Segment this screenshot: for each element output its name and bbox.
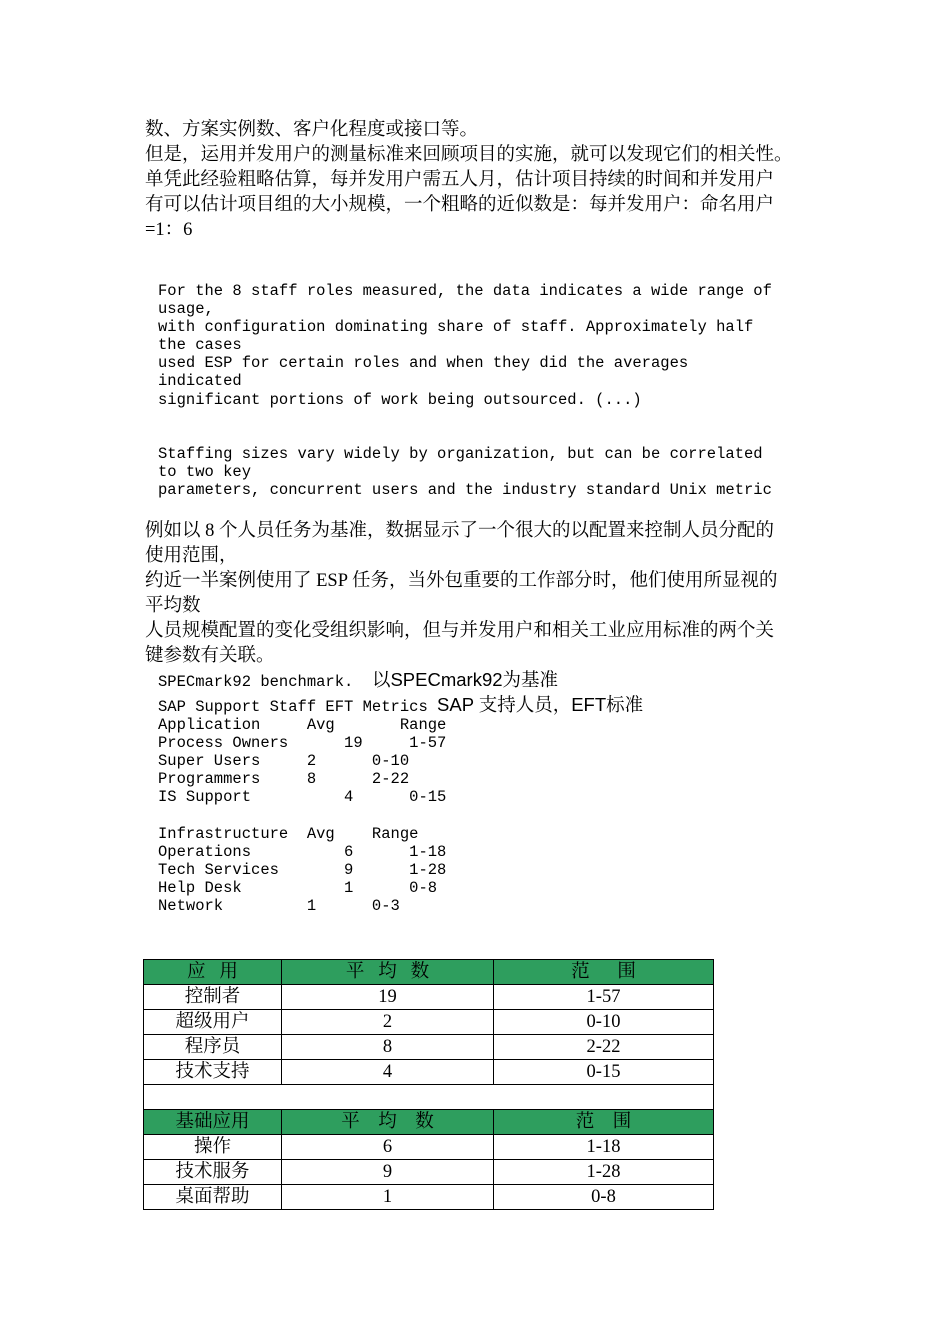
table-row <box>144 1185 714 1210</box>
header-cell: 范 围 <box>494 960 714 985</box>
table-cell: 2 <box>282 1010 494 1035</box>
table-row <box>144 985 714 1010</box>
sap-zh-b: 标准 <box>606 696 644 716</box>
table-cell: 19 <box>282 985 494 1010</box>
metrics-line: Super Users 2 0-10 <box>158 752 410 771</box>
sap-mono: SAP Support Staff EFT Metrics <box>158 698 438 716</box>
quote-line: to two key <box>158 463 252 482</box>
table-cell: 技术支持 <box>144 1060 282 1085</box>
table-row <box>144 1160 714 1185</box>
table-cell: 桌面帮助 <box>144 1185 282 1210</box>
metrics-line: Network 1 0-3 <box>158 896 400 915</box>
benchmark-lat: SPECmark92 <box>390 669 503 690</box>
table-header-row <box>144 960 714 985</box>
quote-line: Staffing sizes vary widely by organization, but can be correlated <box>158 445 763 463</box>
intro-line: 单凭此经验粗略估算，每并发用户需五人月，估计项目持续的时间和并发用户 <box>145 170 775 190</box>
metrics-line <box>158 806 446 824</box>
table-cell: 1-57 <box>494 985 714 1010</box>
sap-lat-b: EFT <box>571 694 607 715</box>
table-cell: 技术服务 <box>144 1160 282 1185</box>
quote-line: significant portions of work being outsourced. (...) <box>158 390 642 409</box>
table-row <box>144 1035 714 1060</box>
table-row <box>144 1135 714 1160</box>
table-cell: 操作 <box>144 1135 282 1160</box>
metrics-text-block <box>158 716 446 915</box>
header-cell: 基础应用 <box>144 1110 282 1135</box>
quote-line: the cases <box>158 336 242 355</box>
translation-line: 键参数有关联。 <box>145 646 275 666</box>
table-cell: 4 <box>282 1060 494 1085</box>
metrics-line: Application Avg Range <box>158 716 447 734</box>
metrics-line: Help Desk 1 0-8 <box>158 878 438 897</box>
table-cell: 0-15 <box>494 1060 714 1085</box>
intro-line: 有可以估计项目组的大小规模，一个粗略的近似数是：每并发用户：命名用户 <box>145 195 775 215</box>
metrics-line: Infrastructure Avg Range <box>158 824 419 843</box>
quote-line: parameters, concurrent users and the industry standard Unix metric <box>158 481 772 500</box>
intro-line: 但是，运用并发用户的测量标准来回顾项目的实施，就可以发现它们的相关性。 <box>145 145 793 165</box>
intro-paragraph <box>145 118 810 243</box>
metrics-line: Tech Services 9 1-28 <box>158 860 447 879</box>
metrics-line: Programmers 8 2-22 <box>158 770 410 789</box>
benchmark-line <box>158 667 558 692</box>
table-cell: 程序员 <box>144 1035 282 1060</box>
quote-line: indicated <box>158 372 242 391</box>
table-cell: 9 <box>282 1160 494 1185</box>
english-quote-1 <box>158 282 772 409</box>
english-quote-2 <box>158 445 772 499</box>
translation-line: 平均数 <box>145 596 201 616</box>
intro-line: =1：6 <box>145 220 193 240</box>
translation-line: 人员规模配置的变化受组织影响，但与并发用户和相关工业应用标准的两个关 <box>145 621 775 641</box>
sap-lat-a: SAP <box>437 694 475 715</box>
header-cell: 平 均 数 <box>282 960 494 985</box>
header-cell: 范 围 <box>494 1110 714 1135</box>
table-row <box>144 1010 714 1035</box>
quote-line: For the 8 staff roles measured, the data indicates a wide range of <box>158 282 772 300</box>
translation-line: 使用范围， <box>145 546 238 566</box>
table-cell: 1 <box>282 1185 494 1210</box>
intro-line: 数、方案实例数、客户化程度或接口等。 <box>145 120 479 140</box>
table-cell: 0-8 <box>494 1185 714 1210</box>
spacer-cell <box>144 1085 714 1110</box>
table-cell: 1-18 <box>494 1135 714 1160</box>
table-cell: 2-22 <box>494 1035 714 1060</box>
sap-line <box>158 692 643 717</box>
header-cell: 应 用 <box>144 960 282 985</box>
benchmark-zh-a: 以 <box>371 671 391 691</box>
quote-line: usage, <box>158 300 214 319</box>
metrics-line: IS Support 4 0-15 <box>158 788 447 807</box>
translation-line: 约近一半案例使用了 ESP 任务，当外包重要的工作部分时，他们使用所显视的 <box>145 571 778 591</box>
table-header-row <box>144 1110 714 1135</box>
translation-line: 例如以 8 个人员任务为基准，数据显示了一个很大的以配置来控制人员分配的 <box>145 521 775 541</box>
benchmark-mono: SPECmark92 benchmark. <box>158 673 372 691</box>
table-cell: 1-28 <box>494 1160 714 1185</box>
benchmark-zh-b: 为基准 <box>502 671 559 691</box>
table-cell: 超级用户 <box>144 1010 282 1035</box>
quote-line: used ESP for certain roles and when they did the averages <box>158 354 689 373</box>
table-cell: 0-10 <box>494 1010 714 1035</box>
translation-paragraph <box>145 519 810 669</box>
table-cell: 6 <box>282 1135 494 1160</box>
table-cell: 8 <box>282 1035 494 1060</box>
table-row <box>144 1060 714 1085</box>
metrics-line: Process Owners 19 1-57 <box>158 734 447 753</box>
staff-metrics-table <box>143 959 714 1210</box>
table-spacer-row <box>144 1085 714 1110</box>
table-cell: 控制者 <box>144 985 282 1010</box>
metrics-line: Operations 6 1-18 <box>158 842 447 861</box>
sap-zh-a: 支持人员， <box>474 696 572 716</box>
header-cell: 平 均 数 <box>282 1110 494 1135</box>
quote-line: with configuration dominating share of staff. Approximately half <box>158 318 754 337</box>
